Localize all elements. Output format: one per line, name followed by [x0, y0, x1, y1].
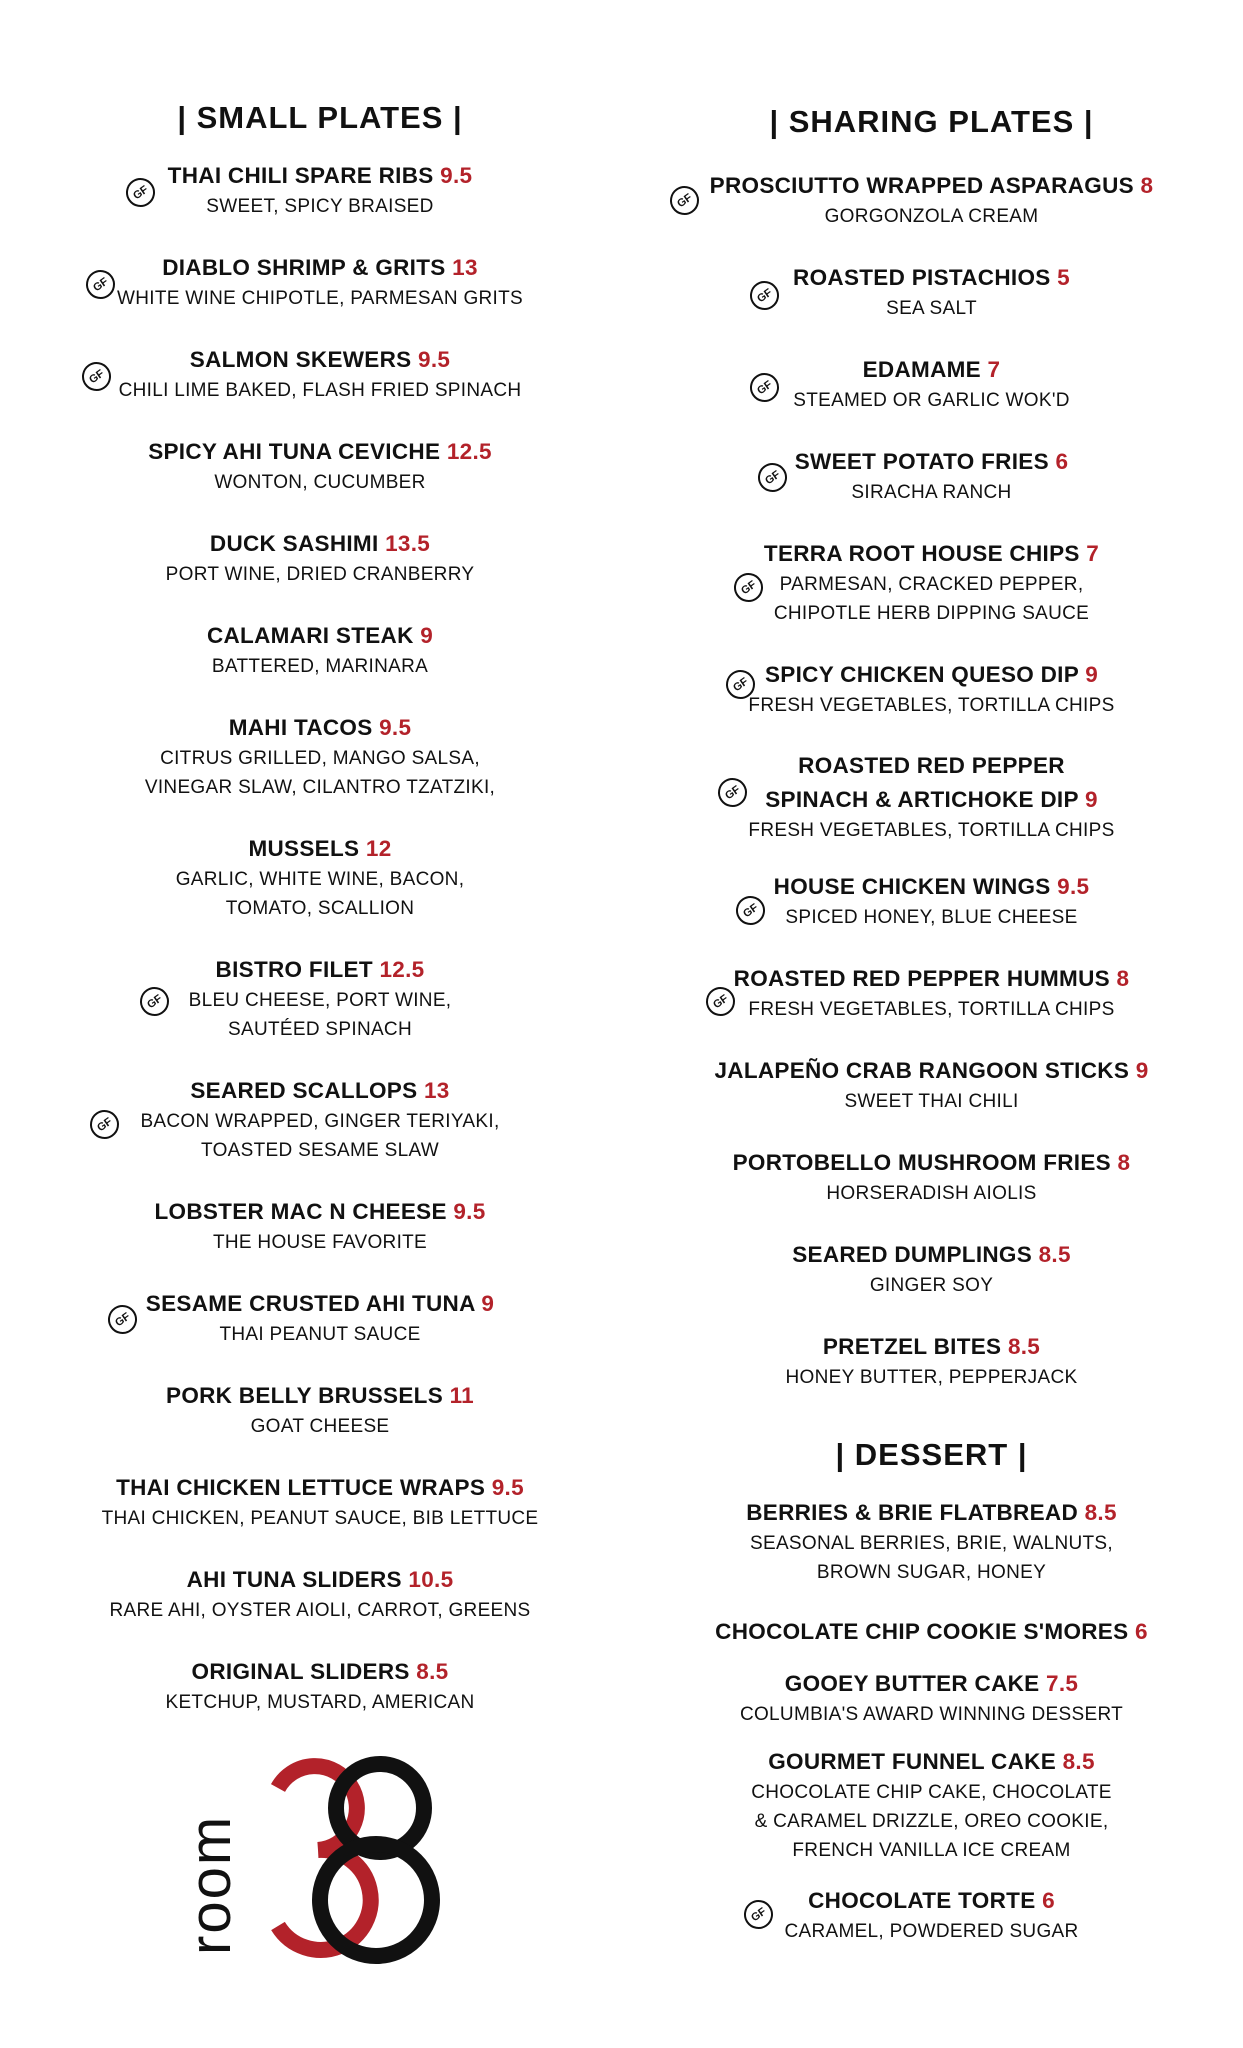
gluten-free-icon: GF — [102, 1299, 142, 1339]
item-title-line — [620, 354, 1243, 386]
item-name: BERRIES & BRIE FLATBREAD — [746, 1500, 1079, 1525]
item-name: ROASTED RED PEPPER — [798, 753, 1065, 778]
item-price: 11 — [449, 1383, 474, 1408]
item-name: EDAMAME — [862, 357, 981, 382]
item-description: COLUMBIA'S AWARD WINNING DESSERT — [739, 1704, 1124, 1725]
item-price: 9.5 — [453, 1199, 486, 1224]
item-name: SEARED DUMPLINGS — [792, 1242, 1033, 1267]
small-plate-item — [0, 1656, 640, 1717]
item-name: AHI TUNA SLIDERS — [186, 1567, 402, 1592]
gluten-free-icon: GF — [720, 664, 760, 704]
item-price: 8.5 — [1084, 1500, 1117, 1525]
logo-word: room — [178, 1814, 243, 1955]
item-description: CITRUS GRILLED, MANGO SALSA, — [160, 748, 480, 769]
small-plate-item — [0, 1196, 640, 1257]
item-title-line — [0, 436, 640, 468]
item-name: PRETZEL BITES — [822, 1334, 1002, 1359]
item-price: 6 — [1042, 1888, 1055, 1913]
item-name: HOUSE CHICKEN WINGS — [773, 874, 1051, 899]
small-plate-item — [0, 436, 640, 497]
item-description: SEA SALT — [886, 298, 977, 319]
item-title-line — [620, 1331, 1243, 1363]
item-name: GOOEY BUTTER CAKE — [784, 1671, 1040, 1696]
item-description: RARE AHI, OYSTER AIOLI, CARROT, GREENS — [109, 1600, 531, 1621]
item-title-line — [0, 528, 640, 560]
item-name: CHOCOLATE TORTE — [808, 1888, 1036, 1913]
item-name: GOURMET FUNNEL CAKE — [768, 1749, 1057, 1774]
item-title-line — [620, 1147, 1243, 1179]
item-price: 10.5 — [408, 1567, 454, 1592]
sharing-plate-item — [620, 354, 1243, 415]
item-price: 13 — [452, 255, 478, 280]
item-name: TERRA ROOT HOUSE CHIPS — [763, 541, 1080, 566]
item-description: KETCHUP, MUSTARD, AMERICAN — [165, 1692, 475, 1713]
item-price: 12 — [365, 836, 392, 861]
gluten-free-icon: GF — [120, 172, 160, 212]
item-description: FRESH VEGETABLES, TORTILLA CHIPS — [748, 695, 1115, 716]
item-price: 9 — [481, 1291, 495, 1316]
item-title-line — [0, 1656, 640, 1688]
item-title-line — [620, 1497, 1243, 1529]
item-price: 8 — [1140, 173, 1154, 198]
item-price: 8.5 — [1007, 1334, 1041, 1359]
item-name: CALAMARI STEAK — [206, 623, 414, 648]
item-title-line — [620, 1746, 1243, 1778]
dessert-item — [620, 1668, 1243, 1729]
item-price: 9.5 — [440, 163, 473, 188]
item-description: BATTERED, MARINARA — [211, 656, 429, 677]
item-title-line — [620, 1668, 1243, 1700]
item-name: SESAME CRUSTED AHI TUNA — [145, 1291, 475, 1316]
gluten-free-icon: GF — [744, 275, 784, 315]
gluten-free-icon: GF — [738, 1894, 778, 1934]
item-name: THAI CHICKEN LETTUCE WRAPS — [116, 1475, 486, 1500]
item-name: MUSSELS — [248, 836, 360, 861]
item-title-line — [620, 871, 1243, 903]
item-title-line — [0, 712, 640, 744]
sharing-plate-item — [620, 1331, 1243, 1392]
item-price: 7.5 — [1046, 1671, 1079, 1696]
sharing-plate-item — [620, 871, 1243, 932]
item-description: SIRACHA RANCH — [851, 482, 1012, 503]
gluten-free-icon: GF — [712, 772, 752, 812]
item-title-line — [620, 1239, 1243, 1271]
item-title-line — [0, 160, 640, 192]
item-name: ROASTED PISTACHIOS — [793, 265, 1051, 290]
item-description: STEAMED OR GARLIC WOK'D — [793, 390, 1070, 411]
item-price: 9 — [1085, 662, 1099, 687]
item-price: 12.5 — [446, 439, 492, 464]
item-description: & CARAMEL DRIZZLE, OREO COOKIE, — [754, 1811, 1109, 1832]
item-price: 6 — [1055, 449, 1069, 474]
item-description: BLEU CHEESE, PORT WINE, — [188, 990, 452, 1011]
item-price: 9.5 — [491, 1475, 524, 1500]
item-description: SPICED HONEY, BLUE CHEESE — [785, 907, 1078, 928]
item-title-line — [0, 1075, 640, 1107]
small-plate-item — [0, 833, 640, 923]
item-price: 9.5 — [379, 715, 412, 740]
sharing-plate-item — [620, 538, 1243, 628]
item-name: PORK BELLY BRUSSELS — [166, 1383, 444, 1408]
item-description: VINEGAR SLAW, CILANTRO TZATZIKI, — [144, 777, 496, 798]
item-description: HORSERADISH AIOLIS — [826, 1183, 1037, 1204]
dessert-item — [620, 1497, 1243, 1587]
item-name: ORIGINAL SLIDERS — [191, 1659, 410, 1684]
item-title-line — [0, 1196, 640, 1228]
item-name: MAHI TACOS — [228, 715, 373, 740]
small-plate-item — [0, 1380, 640, 1441]
item-title-line — [0, 1472, 640, 1504]
item-title-line — [620, 1055, 1243, 1087]
item-price: 9 — [420, 623, 434, 648]
item-description: FRESH VEGETABLES, TORTILLA CHIPS — [748, 820, 1115, 841]
item-title-line — [0, 1564, 640, 1596]
item-description: WHITE WINE CHIPOTLE, PARMESAN GRITS — [116, 288, 523, 309]
item-description: THAI PEANUT SAUCE — [219, 1324, 421, 1345]
sharing-plates-title: | SHARING PLATES | — [769, 104, 1094, 139]
sharing-plate-item — [620, 1147, 1243, 1208]
item-price: 7 — [987, 357, 1001, 382]
item-description: GORGONZOLA CREAM — [824, 206, 1039, 227]
item-description: GINGER SOY — [869, 1275, 994, 1296]
item-name: PORTOBELLO MUSHROOM FRIES — [732, 1150, 1111, 1175]
item-title-line — [0, 1380, 640, 1412]
sharing-plate-item — [620, 1055, 1243, 1116]
small-plate-item — [0, 712, 640, 802]
item-name: BISTRO FILET — [215, 957, 373, 982]
small-plate-item — [0, 954, 640, 1044]
item-description: CHIPOTLE HERB DIPPING SAUCE — [773, 603, 1090, 624]
item-name: DIABLO SHRIMP & GRITS — [162, 255, 446, 280]
item-name: SPICY CHICKEN QUESO DIP — [764, 662, 1079, 687]
item-name: CHOCOLATE CHIP COOKIE S'MORES — [715, 1619, 1129, 1644]
item-description: BROWN SUGAR, HONEY — [816, 1562, 1047, 1583]
small-plate-item — [0, 1472, 640, 1533]
item-title-line — [620, 538, 1243, 570]
item-description: PORT WINE, DRIED CRANBERRY — [165, 564, 475, 585]
item-price: 9 — [1135, 1058, 1149, 1083]
gluten-free-icon: GF — [752, 457, 792, 497]
item-price: 9.5 — [1057, 874, 1090, 899]
sharing-plate-item — [620, 262, 1243, 323]
item-description: HONEY BUTTER, PEPPERJACK — [785, 1367, 1078, 1388]
item-price: 9 — [1084, 787, 1098, 812]
small-plate-item — [0, 620, 640, 681]
dessert-title: | DESSERT | — [835, 1437, 1028, 1472]
item-description: CHOCOLATE CHIP CAKE, CHOCOLATE — [751, 1782, 1112, 1803]
gluten-free-icon: GF — [76, 356, 116, 396]
item-title-line — [0, 1288, 640, 1320]
gluten-free-icon: GF — [84, 1104, 124, 1144]
item-description: SWEET THAI CHILI — [844, 1091, 1019, 1112]
item-description: TOMATO, SCALLION — [225, 898, 415, 919]
item-description: CARAMEL, POWDERED SUGAR — [784, 1921, 1079, 1942]
item-name: SALMON SKEWERS — [189, 347, 412, 372]
small-plate-item — [0, 1564, 640, 1625]
item-description: SWEET, SPICY BRAISED — [206, 196, 434, 217]
sharing-plate-item — [620, 446, 1243, 507]
item-title-line — [620, 170, 1243, 202]
sharing-plates-column — [620, 0, 1243, 2048]
item-name: SPINACH & ARTICHOKE DIP — [765, 787, 1079, 812]
gluten-free-icon: GF — [700, 981, 740, 1021]
item-description: WONTON, CUCUMBER — [214, 472, 426, 493]
item-description: BACON WRAPPED, GINGER TERIYAKI, — [140, 1111, 500, 1132]
item-title-line — [620, 1885, 1243, 1917]
item-description: CHILI LIME BAKED, FLASH FRIED SPINACH — [118, 380, 522, 401]
item-price: 12.5 — [379, 957, 425, 982]
sharing-plate-item — [620, 659, 1243, 720]
item-price: 6 — [1134, 1619, 1148, 1644]
small-plate-item — [0, 160, 640, 221]
dessert-item — [620, 1885, 1243, 1946]
item-name: JALAPEÑO CRAB RANGOON STICKS — [714, 1058, 1130, 1083]
dessert-item — [620, 1746, 1243, 1865]
sharing-plate-item — [620, 1239, 1243, 1300]
item-name: ROASTED RED PEPPER HUMMUS — [733, 966, 1110, 991]
item-description: PARMESAN, CRACKED PEPPER, — [779, 574, 1084, 595]
item-description: FRENCH VANILLA ICE CREAM — [792, 1840, 1071, 1861]
logo-number — [278, 1764, 432, 1956]
item-price: 9.5 — [418, 347, 451, 372]
gluten-free-icon: GF — [134, 981, 174, 1021]
item-title-line — [620, 262, 1243, 294]
item-price: 13 — [423, 1078, 450, 1103]
item-description: TOASTED SESAME SLAW — [201, 1140, 439, 1161]
room-38-logo — [170, 1740, 470, 1970]
item-description: GOAT CHEESE — [250, 1416, 390, 1437]
item-title-line — [620, 659, 1243, 691]
small-plate-item — [0, 528, 640, 589]
item-name: DUCK SASHIMI — [209, 531, 379, 556]
item-description: SEASONAL BERRIES, BRIE, WALNUTS, — [750, 1533, 1113, 1554]
sharing-plate-item — [620, 750, 1243, 845]
item-name: LOBSTER MAC N CHEESE — [154, 1199, 447, 1224]
gluten-free-icon: GF — [730, 890, 770, 930]
gluten-free-icon: GF — [80, 264, 120, 304]
small-plates-title: | SMALL PLATES | — [177, 100, 463, 135]
item-description: THAI CHICKEN, PEANUT SAUCE, BIB LETTUCE — [101, 1508, 539, 1529]
item-title-line — [0, 954, 640, 986]
item-description: THE HOUSE FAVORITE — [212, 1232, 428, 1253]
item-description: SAUTÉED SPINACH — [228, 1019, 412, 1040]
item-description: GARLIC, WHITE WINE, BACON, — [175, 869, 465, 890]
item-price: 8.5 — [1062, 1749, 1095, 1774]
sharing-plate-item — [620, 170, 1243, 231]
item-title-line — [620, 446, 1243, 478]
item-price: 5 — [1057, 265, 1070, 290]
item-title-line — [620, 784, 1243, 816]
item-name: SEARED SCALLOPS — [190, 1078, 418, 1103]
gluten-free-icon: GF — [744, 367, 784, 407]
gluten-free-icon: GF — [728, 567, 768, 607]
item-price: 7 — [1086, 541, 1100, 566]
item-name: SPICY AHI TUNA CEVICHE — [148, 439, 441, 464]
item-price: 8 — [1116, 966, 1130, 991]
item-description: FRESH VEGETABLES, TORTILLA CHIPS — [748, 999, 1115, 1020]
gluten-free-icon: GF — [664, 180, 704, 220]
item-name: THAI CHILI SPARE RIBS — [167, 163, 434, 188]
item-title-line — [0, 833, 640, 865]
dessert-item — [620, 1616, 1243, 1648]
item-title-line — [0, 620, 640, 652]
item-price: 8.5 — [416, 1659, 449, 1684]
item-title-line — [620, 1616, 1243, 1648]
item-price: 13.5 — [385, 531, 431, 556]
item-name: SWEET POTATO FRIES — [794, 449, 1049, 474]
item-name: PROSCIUTTO WRAPPED ASPARAGUS — [709, 173, 1134, 198]
item-price: 8 — [1117, 1150, 1131, 1175]
small-plate-item — [0, 1288, 640, 1349]
item-price: 8.5 — [1038, 1242, 1071, 1267]
